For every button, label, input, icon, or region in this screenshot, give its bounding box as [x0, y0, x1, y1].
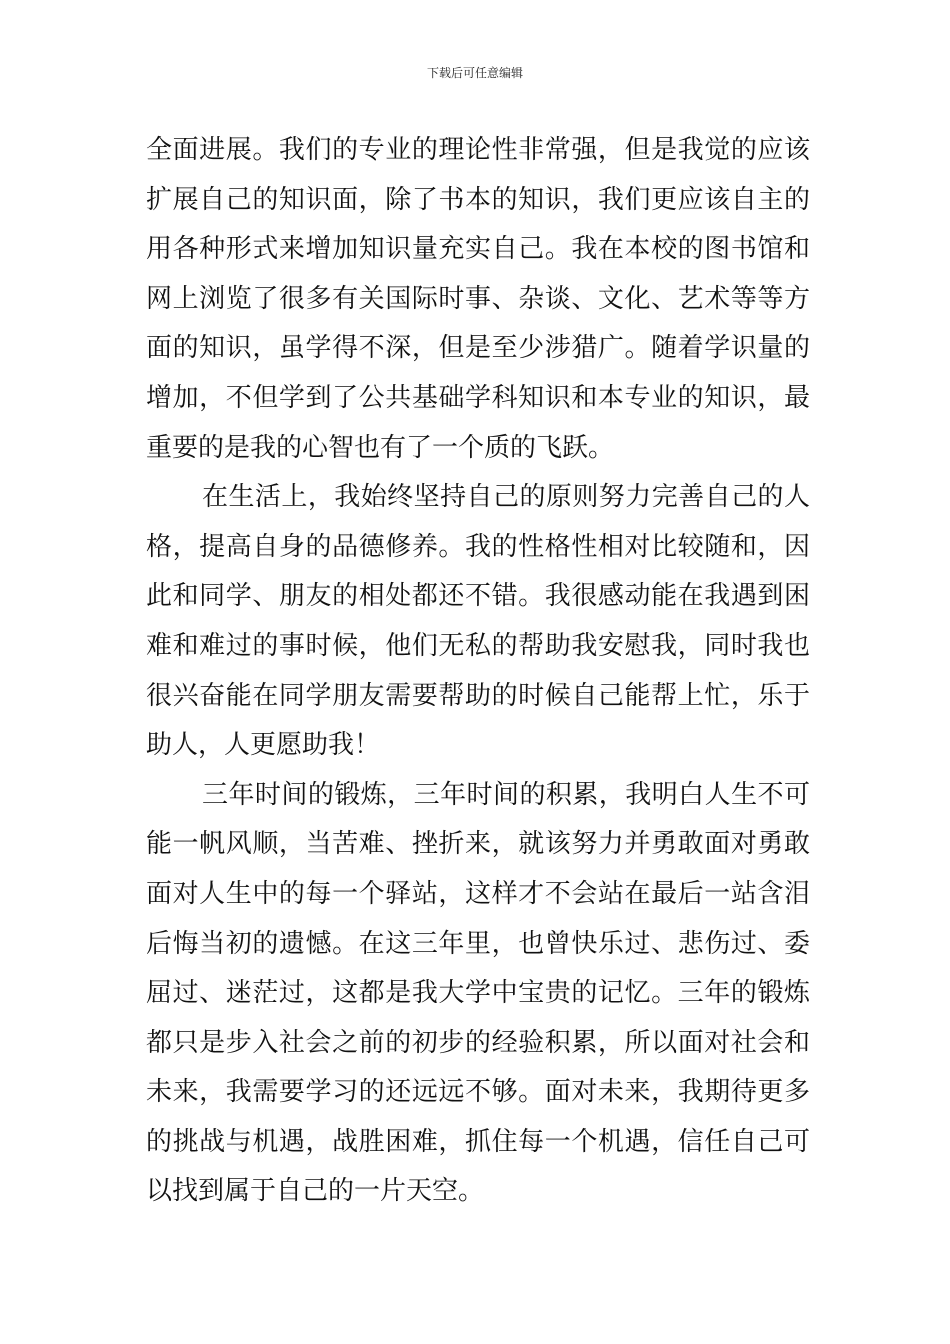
- text-line: 后悔当初的遗憾。在这三年里，也曾快乐过、悲伤过、委: [146, 928, 810, 959]
- paragraph: [146, 126, 810, 473]
- text-line: 以找到属于自己的一片天空。: [146, 1176, 485, 1207]
- text-line: 助人，人更愿助我！: [146, 730, 381, 761]
- text-line: 在生活上，我始终坚持自己的原则努力完善自己的人: [202, 482, 810, 513]
- text-line: 很兴奋能在同学朋友需要帮助的时候自己能帮上忙，乐于: [146, 680, 810, 711]
- document-body: [146, 126, 810, 1217]
- text-line: 能一帆风顺，当苦难、挫折来，就该努力并勇敢面对勇敢: [146, 829, 810, 860]
- text-line: 面的知识，虽学得不深，但是至少涉猎广。随着学识量的: [146, 333, 810, 364]
- text-line: 三年时间的锻炼，三年时间的积累，我明白人生不可: [202, 779, 810, 810]
- paragraph: [146, 473, 810, 771]
- text-line: 未来，我需要学习的还远远不够。面对未来，我期待更多: [146, 1077, 810, 1108]
- text-line: 增加，不但学到了公共基础学科知识和本专业的知识，最: [146, 382, 810, 413]
- text-line: 格，提高自身的品德修养。我的性格性相对比较随和，因: [146, 531, 810, 562]
- text-line: 都只是步入社会之前的初步的经验积累，所以面对社会和: [146, 1027, 810, 1058]
- paragraph: [146, 771, 810, 1217]
- text-line: 面对人生中的每一个驿站，这样才不会站在最后一站含泪: [146, 878, 810, 909]
- text-line: 难和难过的事时候，他们无私的帮助我安慰我，同时我也: [146, 630, 810, 661]
- text-line: 网上浏览了很多有关国际时事、杂谈、文化、艺术等等方: [146, 283, 810, 314]
- page-header: 下载后可任意编辑: [426, 66, 523, 80]
- text-line: 的挑战与机遇，战胜困难，抓住每一个机遇，信任自己可: [146, 1126, 810, 1157]
- text-line: 屈过、迷茫过，这都是我大学中宝贵的记忆。三年的锻炼: [146, 978, 810, 1009]
- text-line: 扩展自己的知识面，除了书本的知识，我们更应该自主的: [146, 184, 810, 215]
- text-line: 此和同学、朋友的相处都还不错。我很感动能在我遇到困: [146, 581, 810, 612]
- text-line: 重要的是我的心智也有了一个质的飞跃。: [146, 432, 615, 463]
- text-line: 全面进展。我们的专业的理论性非常强，但是我觉的应该: [146, 135, 810, 165]
- text-line: 用各种形式来增加知识量充实自己。我在本校的图书馆和: [146, 234, 810, 265]
